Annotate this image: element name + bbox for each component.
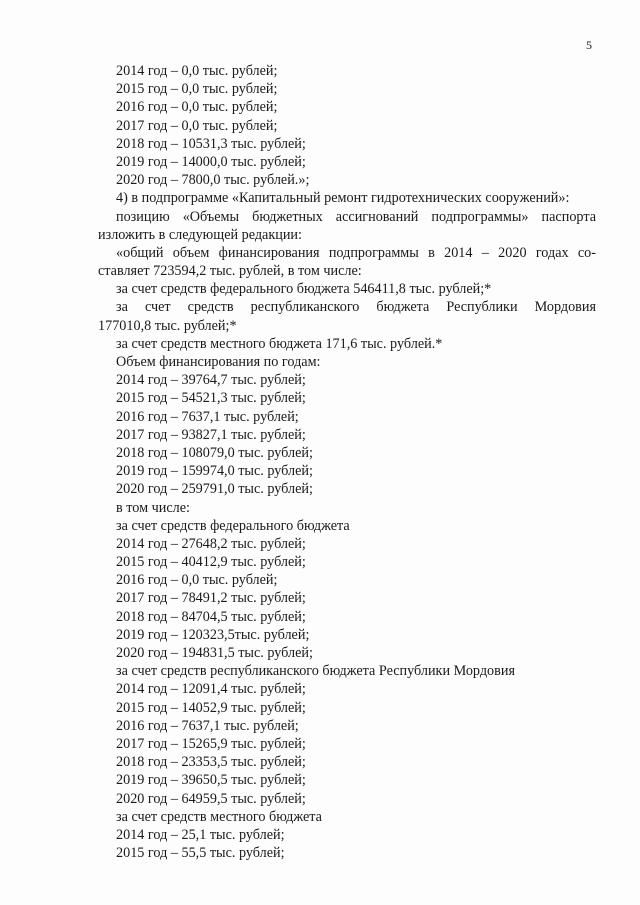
text-line: 2018 год – 23353,5 тыс. рублей; (116, 754, 306, 771)
text-line: 2020 год – 194831,5 тыс. рублей; (116, 645, 313, 661)
text-line: за счет средств федерального бюджета 546411,8 тыс. рублей;* (116, 281, 492, 298)
text-line: 2018 год – 108079,0 тыс. рублей; (116, 444, 313, 461)
text-line: за счет средств федерального бюджета (116, 517, 350, 534)
text-line: 2019 год – 159974,0 тыс. рублей; (116, 463, 313, 480)
text-line: 2019 год – 120323,5тыс. рублей; (116, 626, 310, 643)
text-line: 2015 год – 54521,3 тыс. рублей; (116, 390, 306, 407)
text-line: 2014 год – 12091,4 тыс. рублей; (116, 681, 306, 698)
text-line: 2015 год – 55,5 тыс. рублей; (116, 845, 285, 862)
text-line: ставляет 723594,2 тыс. рублей, в том числе: (98, 263, 362, 280)
text-line: 2020 год – 259791,0 тыс. рублей; (116, 481, 313, 498)
text-line: 2015 год – 14052,9 тыс. рублей; (116, 699, 306, 716)
text-line: 2015 год – 0,0 тыс. рублей; (116, 81, 278, 98)
text-line: 2017 год – 0,0 тыс. рублей; (116, 117, 278, 134)
text-line: Объем финансирования по годам: (116, 354, 321, 370)
text-line: позицию «Объемы бюджетных ассигнований подпрограммы» паспорта (116, 208, 596, 225)
text-line: 2020 год – 7800,0 тыс. рублей.»; (116, 172, 310, 189)
text-line: 4) в подпрограмме «Капитальный ремонт гидротехнических сооружений»: (116, 190, 570, 207)
text-line: 2016 год – 7637,1 тыс. рублей; (116, 408, 299, 425)
text-line: за счет средств местного бюджета (116, 808, 322, 825)
text-line: 2019 год – 14000,0 тыс. рублей; (116, 153, 306, 170)
text-line: 2016 год – 0,0 тыс. рублей; (116, 99, 278, 116)
text-line: 2017 год – 78491,2 тыс. рублей; (116, 590, 306, 607)
text-line: 2014 год – 25,1 тыс. рублей; (116, 826, 285, 843)
text-line: 2014 год – 0,0 тыс. рублей; (116, 63, 278, 79)
text-line: «общий объем финансирования подпрограммы в 2014 – 2020 годах со- (116, 244, 596, 261)
text-line: 2018 год – 10531,3 тыс. рублей; (116, 135, 306, 152)
text-line: изложить в следующей редакции: (98, 226, 302, 243)
text-line: 2016 год – 7637,1 тыс. рублей; (116, 717, 299, 734)
text-line: 2017 год – 15265,9 тыс. рублей; (116, 735, 306, 752)
text-line: в том числе: (116, 499, 190, 516)
text-line: 2015 год – 40412,9 тыс. рублей; (116, 554, 306, 571)
text-line: 2016 год – 0,0 тыс. рублей; (116, 572, 278, 589)
text-line: за счет средств республиканского бюджета Республики Мордовия (116, 299, 596, 316)
text-line: 2014 год – 27648,2 тыс. рублей; (116, 535, 306, 552)
text-line: 2018 год – 84704,5 тыс. рублей; (116, 608, 306, 625)
page-number: 5 (586, 38, 592, 52)
document-body (98, 62, 596, 862)
text-line: 2017 год – 93827,1 тыс. рублей; (116, 426, 306, 443)
text-line: 2014 год – 39764,7 тыс. рублей; (116, 372, 306, 389)
text-line: 177010,8 тыс. рублей;* (98, 317, 237, 334)
text-line: 2020 год – 64959,5 тыс. рублей; (116, 790, 306, 807)
text-line: за счет средств местного бюджета 171,6 тыс. рублей.* (116, 335, 443, 352)
text-line: 2019 год – 39650,5 тыс. рублей; (116, 772, 306, 789)
text-line: за счет средств республиканского бюджета Республики Мордовия (116, 663, 515, 680)
